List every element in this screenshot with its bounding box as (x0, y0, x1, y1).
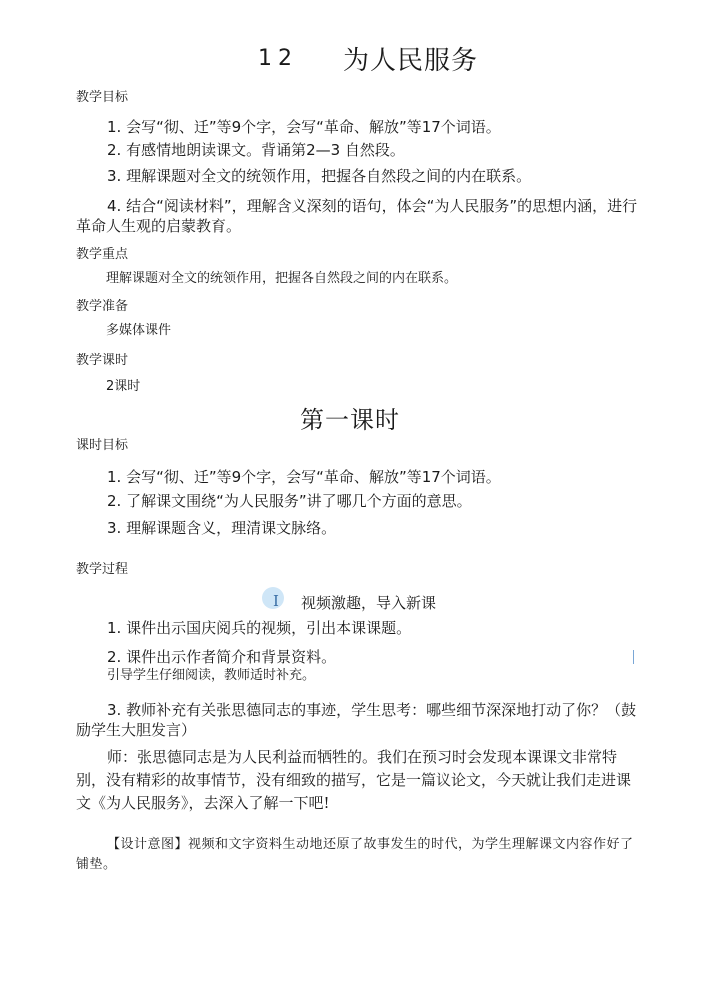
lesson-number: 12 (258, 46, 298, 71)
page-title: 为人民服务 (343, 46, 479, 76)
prep-text: 多媒体课件 (106, 323, 172, 338)
lesson-goals-heading: 课时目标 (76, 438, 129, 453)
goals-heading: 教学目标 (76, 90, 129, 105)
lesson-goal-3: 3. 理解课题含义，理清课文脉络。 (107, 519, 337, 537)
lesson-goal-2: 2. 了解课文围绕“为人民服务”讲了哪几个方面的意思。 (107, 492, 472, 510)
goal-item-3: 3. 理解课题对全文的统领作用，把握各自然段之间的内在联系。 (107, 167, 532, 185)
process-step-2-note: 引导学生仔细阅读，教师适时补充。 (107, 668, 316, 683)
process-heading: 教学过程 (76, 562, 129, 577)
goal-item-4: 4. 结合“阅读材料”，理解含义深刻的语句，体会“为人民服务”的思想内涵，进行革命人生观的启蒙教育。 (76, 197, 638, 235)
text-cursor (633, 650, 634, 664)
lesson-goal-1: 1. 会写“彻、迁”等9个字，会写“革命、解放”等17个词语。 (107, 468, 501, 486)
process-step-1: 1. 课件出示国庆阅兵的视频，引出本课课题。 (107, 619, 412, 637)
hours-text: 2课时 (106, 379, 141, 394)
focus-heading: 教学重点 (76, 247, 129, 262)
teacher-speech: 师：张思德同志是为人民利益而牺牲的。我们在预习时会发现本课课文非常特别，没有精彩的故事情节，没有细致的描写，它是一篇议论文，今天就让我们走进课文《为人民服务》，去深入了解一下吧! (76, 748, 632, 812)
focus-text: 理解课题对全文的统领作用，把握各自然段之间的内在联系。 (106, 271, 458, 286)
section-marker: I (273, 592, 279, 610)
hours-heading: 教学课时 (76, 353, 129, 368)
process-step-2: 2. 课件出示作者简介和背景资料。 (107, 648, 337, 666)
section-title: 视频激趣，导入新课 (301, 594, 437, 612)
prep-heading: 教学准备 (76, 299, 129, 314)
process-step-3: 3. 教师补充有关张思德同志的事迹，学生思考：哪些细节深深地打动了你？（鼓励学生大胆发言） (76, 701, 637, 739)
goal-item-2: 2. 有感情地朗读课文。背诵第2—3 自然段。 (107, 141, 405, 159)
goal-item-1: 1. 会写“彻、迁”等9个字，会写“革命、解放”等17个词语。 (107, 118, 501, 136)
lesson-title: 第一课时 (300, 406, 400, 434)
design-note: 【设计意图】视频和文字资料生动地还原了故事发生的时代，为学生理解课文内容作好了铺垫。 (76, 837, 634, 872)
